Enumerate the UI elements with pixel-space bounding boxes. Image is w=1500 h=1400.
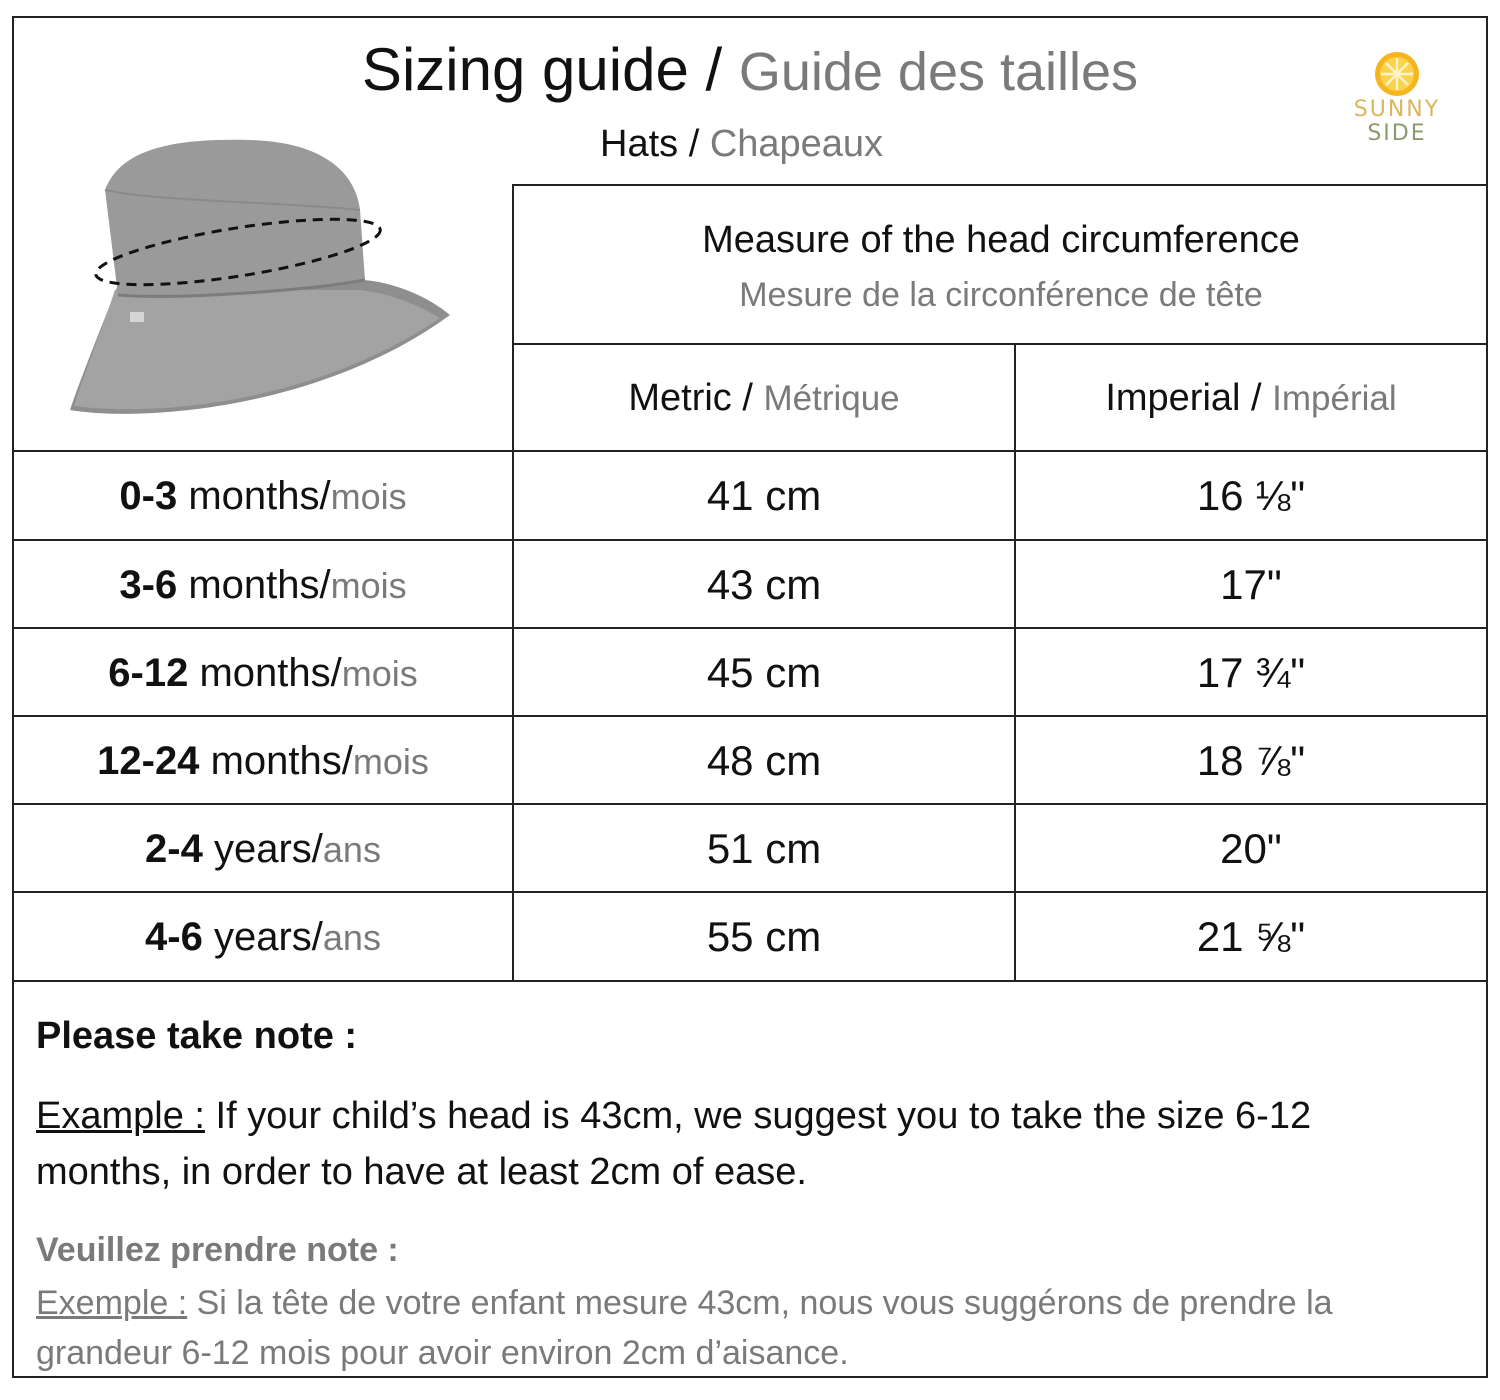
page-subtitle [600, 118, 920, 170]
measure-header-en: Measure of the head circumference [702, 219, 1300, 261]
size-range: 2-4 [145, 827, 203, 871]
column-header-imperial [1016, 346, 1486, 450]
note-body-en [36, 1088, 1456, 1200]
size-range: 6-12 [108, 651, 189, 695]
size-cell [14, 541, 512, 629]
imperial-cell: 21 ⅝" [1196, 913, 1306, 960]
note-title-fr: Veuillez prendre note : [36, 1231, 399, 1269]
size-cell [14, 629, 512, 717]
brand-logo [1342, 48, 1452, 158]
metric-cell: 55 cm [706, 913, 822, 960]
example-text-fr: Si la tête de votre enfant mesure 43cm, nous vous suggérons de prendre la grandeur 6-12 mois pour avoir environ 2cm d’aisance. [36, 1284, 1333, 1372]
metric-cell: 41 cm [706, 472, 822, 519]
example-label-en: Example : [36, 1095, 205, 1137]
size-unit-en: months/ [188, 563, 331, 607]
imperial-cell: 16 ⅛" [1196, 472, 1306, 519]
bucket-hat-illustration [60, 130, 460, 430]
size-cell [14, 452, 512, 540]
size-unit-en: months/ [188, 474, 331, 518]
size-unit-fr: ans [322, 917, 381, 958]
metric-cell: 43 cm [706, 561, 822, 608]
title-en: Sizing guide / [361, 36, 723, 103]
size-range: 0-3 [119, 474, 178, 518]
page-title [0, 30, 1500, 112]
imperial-cell: 20" [1220, 825, 1282, 872]
logo-wordmark [1342, 98, 1452, 146]
example-label-fr: Exemple : [36, 1284, 188, 1322]
measure-header [514, 186, 1488, 344]
size-unit-fr: ans [322, 829, 381, 870]
logo-line-1: SUNNY [1353, 97, 1441, 122]
size-cell [14, 717, 512, 805]
metric-label-fr: Métrique [763, 379, 900, 418]
imperial-label-fr: Impérial [1272, 379, 1397, 418]
size-unit-fr: mois [352, 741, 429, 782]
note-title-en: Please take note : [36, 1015, 358, 1057]
subtitle-en: Hats / [600, 123, 700, 165]
imperial-label-en: Imperial / [1105, 377, 1262, 419]
metric-cell: 48 cm [706, 737, 822, 784]
size-cell [14, 893, 512, 981]
size-cell [14, 805, 512, 893]
size-range: 12-24 [97, 739, 200, 783]
example-text-en: If your child’s head is 43cm, we suggest you to take the size 6-12 months, in order to have at least 2cm of ease. [36, 1095, 1312, 1193]
metric-label-en: Metric / [628, 377, 753, 419]
orange-slice-icon [1342, 48, 1452, 98]
subtitle-fr: Chapeaux [709, 123, 884, 165]
size-unit-en: months/ [199, 651, 342, 695]
size-unit-en: years/ [213, 915, 323, 959]
size-unit-fr: mois [330, 476, 407, 517]
size-unit-en: months/ [210, 739, 353, 783]
metric-cell: 51 cm [706, 825, 822, 872]
note-body-fr [36, 1278, 1456, 1378]
size-unit-fr: mois [330, 565, 407, 606]
size-unit-fr: mois [341, 653, 418, 694]
imperial-cell: 17" [1220, 561, 1282, 608]
measure-header-fr: Mesure de la circonférence de tête [739, 276, 1263, 314]
metric-cell: 45 cm [706, 649, 822, 696]
logo-line-2: SIDE [1367, 121, 1427, 146]
imperial-cell: 17 ¾" [1196, 649, 1306, 696]
size-unit-en: years/ [213, 827, 323, 871]
title-fr: Guide des tailles [738, 42, 1139, 102]
size-range: 3-6 [119, 563, 178, 607]
column-header-metric [514, 346, 1014, 450]
imperial-cell: 18 ⅞" [1196, 737, 1306, 784]
size-range: 4-6 [145, 915, 203, 959]
